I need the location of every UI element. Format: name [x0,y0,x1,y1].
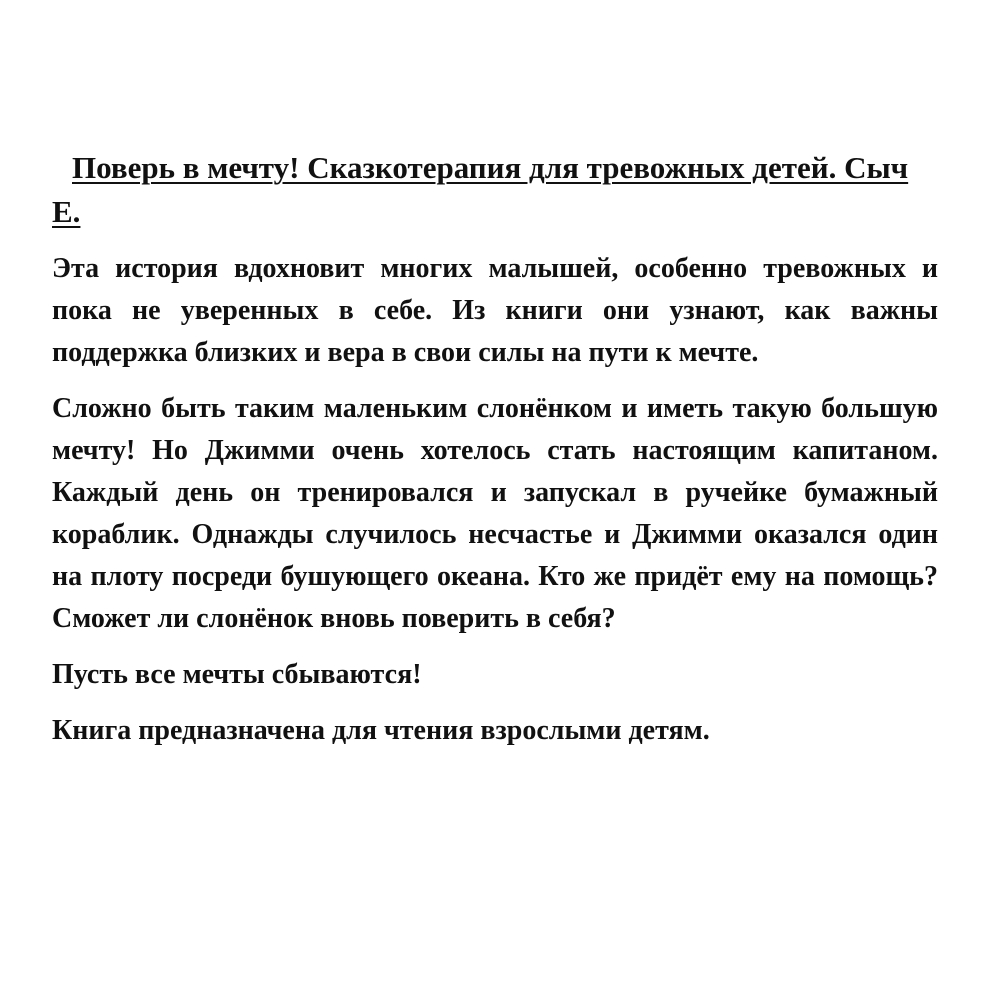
paragraph-wish: Пусть все мечты сбываются! [52,659,422,690]
paragraph-intro: Эта история вдохновит многих малышей, особенно тревожных и пока не уверенных в себе. Из книги они узнают, как важны поддержка близких и вера в свои силы на пути к мечте. [52,253,938,368]
document-title: Поверь в мечту! Сказкотерапия для тревожных детей. Сыч Е. [52,150,909,229]
document-page [52,146,938,766]
paragraph-audience: Книга предназначена для чтения взрослыми детям. [52,715,710,746]
paragraph-story: Сложно быть таким маленьким слонёнком и иметь такую большую мечту! Но Джимми очень хотелось стать настоящим капитаном. Каждый день он тренировался и запускал в ручейке бумажный кораблик. Однажды случилось несчастье и Джимми оказался один на плоту посреди бушующего океана. Кто же придёт ему на помощь? Сможет ли слонёнок вновь поверить в себя? [52,393,938,634]
